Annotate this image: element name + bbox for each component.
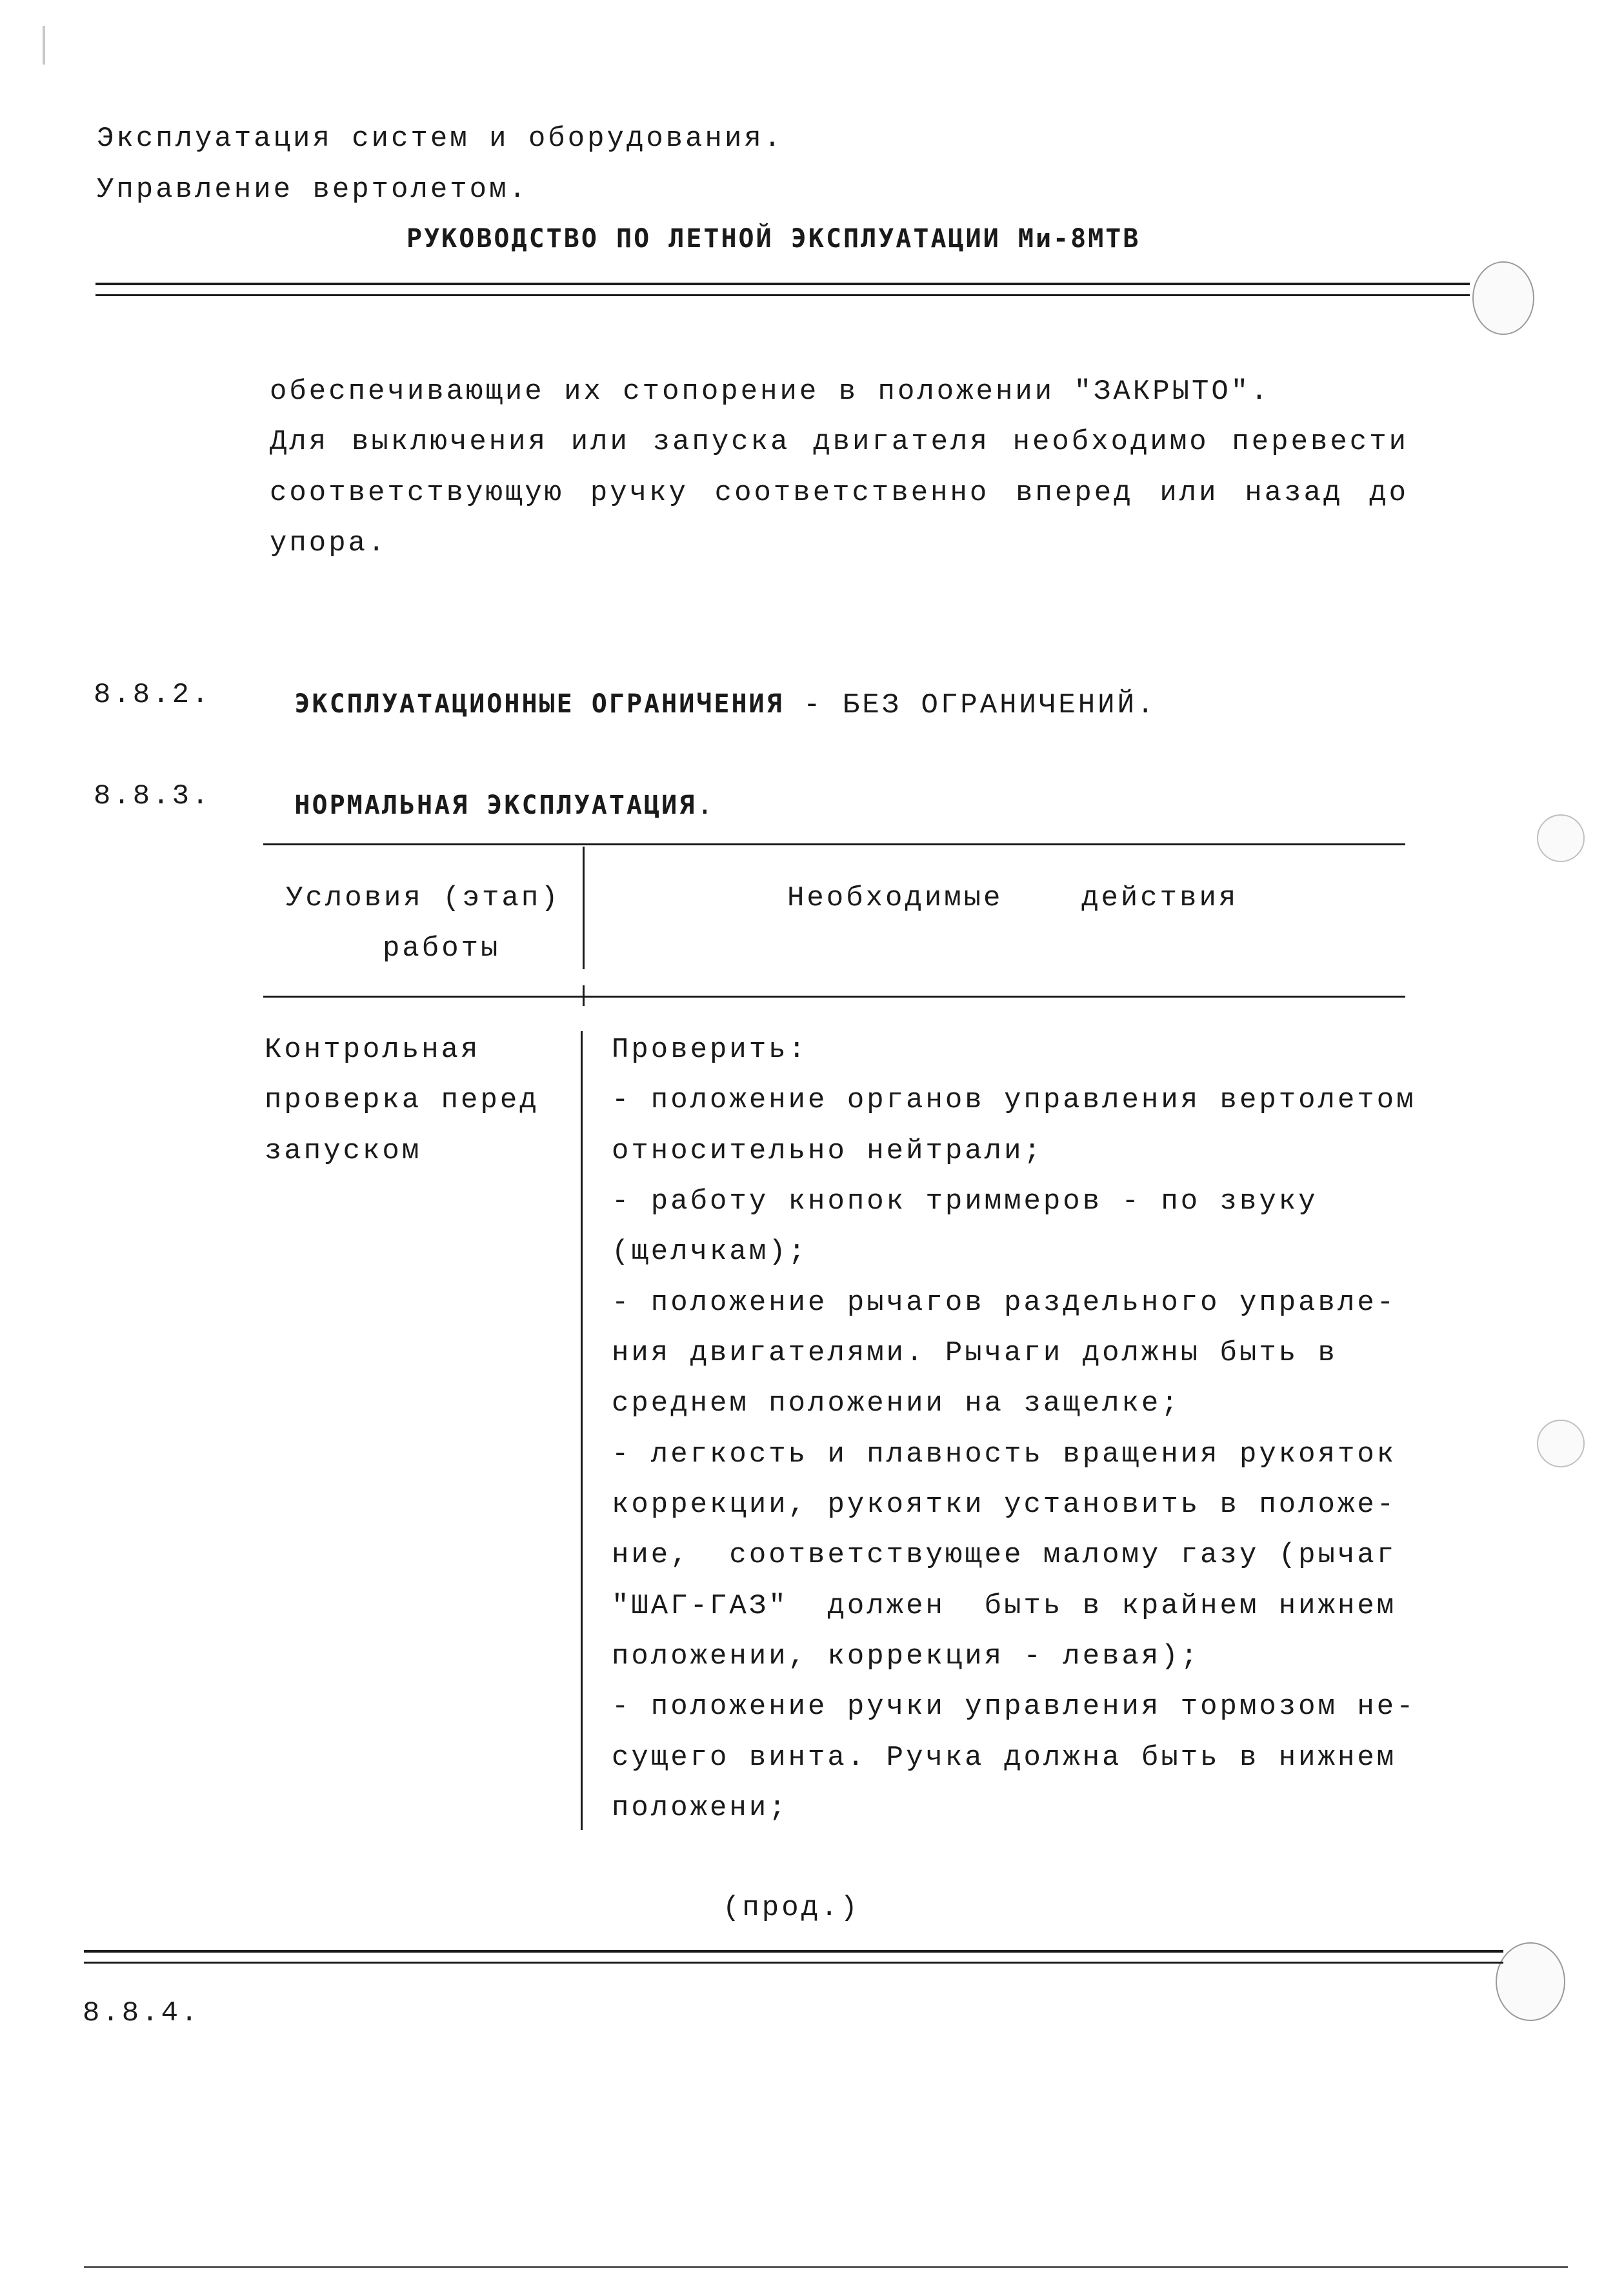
action-line-15: сущего винта. Ручка должна быть в нижнем [612,1742,1397,1774]
section-title-rest-883: . [696,790,716,823]
manual-title: РУКОВОДСТВО ПО ЛЕТНОЙ ЭКСПЛУАТАЦИИ Ми-8МТВ [406,224,1141,254]
punch-hole-lower [1537,1420,1585,1467]
section-title-bold-883: НОРМАЛЬНАЯ ЭКСПЛУАТАЦИЯ [294,790,697,820]
condition-line-3: запуском [265,1135,422,1167]
action-line-8: среднем положении на защелке; [612,1387,1181,1420]
continued-label: (прод.) [723,1892,860,1924]
action-line-14: - положение ручки управления тормозом не- [612,1691,1416,1723]
action-line-9: - легкость и плавность вращения рукояток [612,1438,1397,1471]
action-line-11: ние, соответствующее малому газу (рычаг [612,1539,1397,1571]
section-number-882: 8.8.2. [94,679,212,711]
section-number-883: 8.8.3. [94,780,212,812]
action-line-3: относительно нейтрали; [612,1135,1043,1167]
action-line-4: - работу кнопок триммеров - по звуку [612,1185,1318,1218]
action-line-16: положени; [612,1792,788,1824]
table-header-rule [263,996,1405,998]
section-title-rest-882: - БЕЗ ОГРАНИЧЕНИЙ. [783,689,1157,721]
bottom-scan-edge [84,2266,1568,2268]
footer-double-rule [84,1950,1503,1964]
condition-line-2: проверка перед [265,1084,539,1116]
condition-line-1: Контрольная [265,1034,481,1066]
table-top-rule [263,843,1405,845]
action-line-6: - положение рычагов раздельного управле- [612,1287,1397,1319]
intro-line-4: упора. [270,527,388,559]
section-heading-882 [270,681,1156,730]
action-line-13: положении, коррекция - левая); [612,1640,1201,1673]
section-heading-883 [270,782,716,831]
punch-hole-bottom [1496,1942,1565,2021]
action-line-7: ния двигателями. Рычаги должны быть в [612,1337,1338,1369]
table-rule-tick [583,985,585,1006]
table-header-separator [583,847,585,969]
section-title-bold-882: ЭКСПЛУАТАЦИОННЫЕ ОГРАНИЧЕНИЯ [294,689,784,719]
punch-hole-mid [1537,814,1585,862]
intro-line-2: Для выключения или запуска двигателя необходимо перевести [270,426,1408,458]
table-col1-header-line-2: работы [383,932,501,965]
page-number: 8.8.4. [83,1997,201,2029]
action-line-12: "ШАГ-ГАЗ" должен быть в крайнем нижнем [612,1590,1397,1622]
scan-edge-mark [43,26,45,65]
intro-line-1: обеспечивающие их стопорение в положении "ЗАКРЫТО". [270,376,1270,408]
punch-hole-top [1472,261,1534,335]
action-line-10: коррекции, рукоятки установить в положе- [612,1489,1397,1521]
table-col1-header-line-1: Условия (этап) [286,882,561,914]
action-line-1: Проверить: [612,1034,808,1066]
header-line-1: Эксплуатация систем и оборудования. [97,123,784,155]
table-col2-header: Необходимые действия [787,882,1239,914]
header-line-2: Управление вертолетом. [97,174,528,206]
table-column-separator [581,1031,583,1830]
action-line-2: - положение органов управления вертолетом [612,1084,1416,1116]
action-line-5: (щелчкам); [612,1236,808,1268]
header-double-rule [95,283,1470,296]
intro-line-3: соответствующую ручку соответственно вперед или назад до [270,477,1408,509]
